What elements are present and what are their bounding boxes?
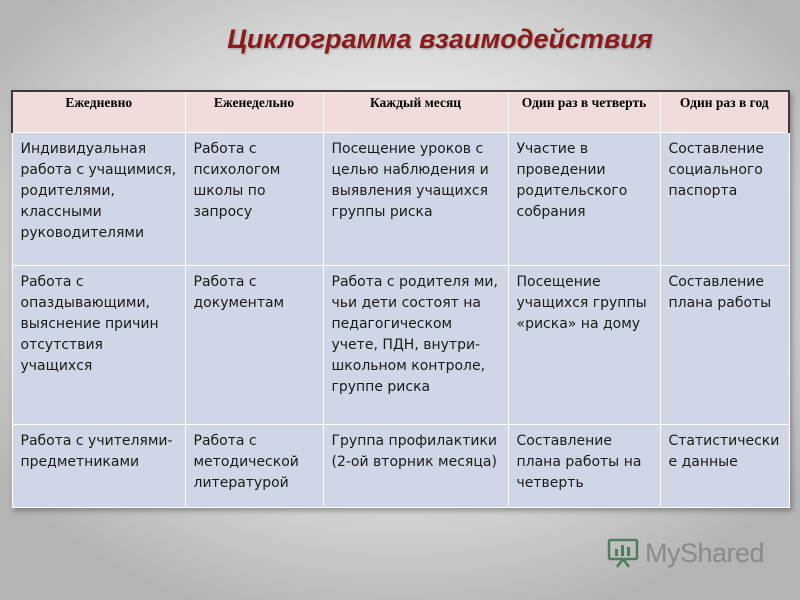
table-header-row <box>12 91 789 133</box>
table-row <box>12 133 789 266</box>
table-cell: Индивидуальная работа с учащимися, родителями, классными руководителями <box>12 133 185 266</box>
header-yearly: Один раз в год <box>660 91 789 133</box>
table-cell: Работа с родителя ми, чьи дети состоят на педагогическом учете, ПДН, внутри-школьном контроле, группе риска <box>323 266 508 425</box>
table-cell: Работа с учителями-предметниками <box>12 425 185 508</box>
table-cell: Составление социального паспорта <box>660 133 789 266</box>
header-daily: Ежедневно <box>12 91 185 133</box>
interaction-table <box>11 90 790 508</box>
table-cell: Работа с методической литературой <box>185 425 323 508</box>
table-cell: Посещение учащихся группы «риска» на дому <box>508 266 660 425</box>
watermark-text: MyShared <box>645 537 765 568</box>
table-cell: Посещение уроков с целью наблюдения и выявления учащихся группы риска <box>323 133 508 266</box>
table-cell: Группа профилактики (2-ой вторник месяца) <box>323 425 508 508</box>
myshared-watermark <box>606 536 764 570</box>
table-cell: Работа с документам <box>185 266 323 425</box>
table-cell: Статистически е данные <box>660 425 789 508</box>
table-cell: Составление плана работы <box>660 266 789 425</box>
table-row <box>12 425 789 508</box>
header-monthly: Каждый месяц <box>323 91 508 133</box>
table-cell: Работа с опаздывающими, выяснение причин отсутствия учащихся <box>12 266 185 425</box>
table-cell: Участие в проведении родительского собрания <box>508 133 660 266</box>
presentation-board-icon <box>606 536 640 570</box>
table-row <box>12 266 789 425</box>
table-cell: Работа с психологом школы по запросу <box>185 133 323 266</box>
header-quarterly: Один раз в четверть <box>508 91 660 133</box>
table-cell: Составление плана работы на четверть <box>508 425 660 508</box>
header-weekly: Еженедельно <box>185 91 323 133</box>
slide-title: Циклограмма взаимодействия <box>227 24 653 54</box>
